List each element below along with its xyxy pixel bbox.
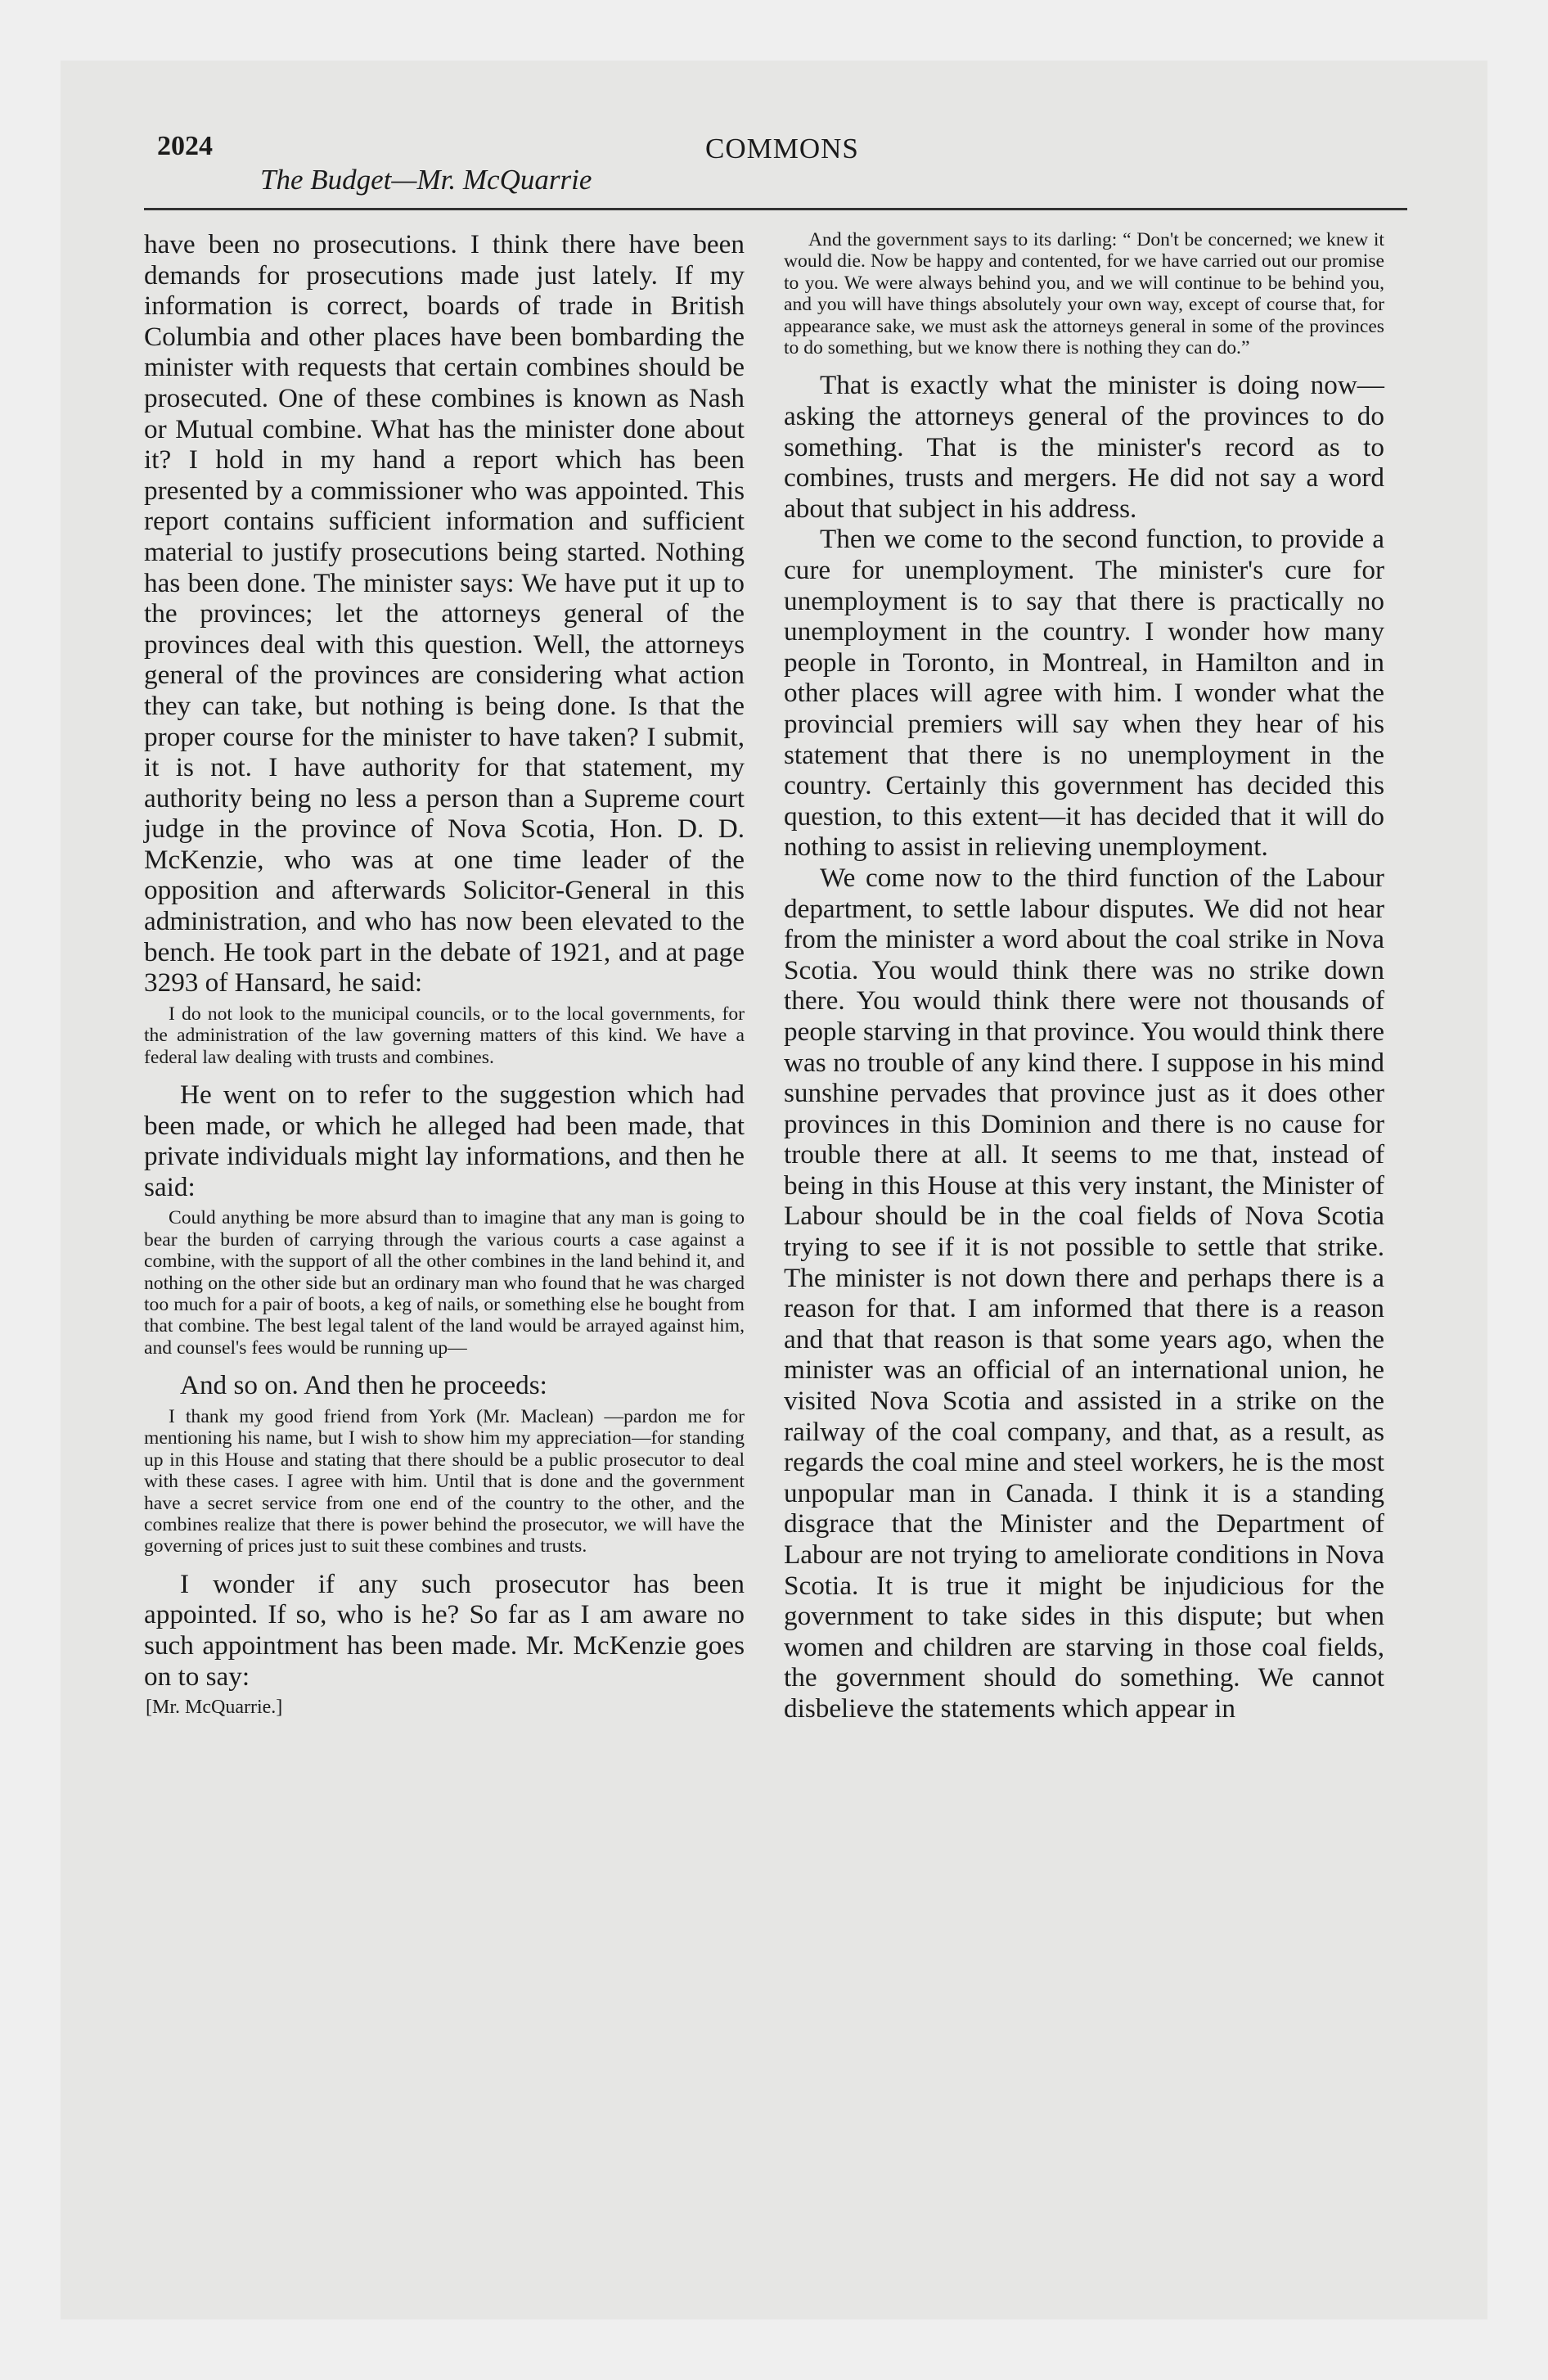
page-header (144, 128, 1407, 210)
paragraph: We come now to the third function of the Labour department, to settle labour disputes. We did not hear from the minister a word about the coal strike in Nova Scotia. You would think there was no strike down there. You would think there were not thousands of people starving in that province. You would think there was no trouble of any kind there. I suppose in his mind sunshine pervades that province just as it does other provinces in this Dominion and there is no cause for trouble there at all. It seems to me that, instead of being in this House at this very instant, the Minister of Labour should be in the coal fields of Nova Scotia trying to see if it is not possible to settle that strike. The minister is not down there and perhaps there is a reason for that. I am informed that there is a reason and that that reason is that some years ago, when the minister was an official of an international union, he visited Nova Scotia and assisted in a strike on the railway of the coal company, and that, as a result, as regards the coal mine and steel workers, he is the most unpopular man in Canada. I think it is a standing disgrace that the Minister and the Department of Labour are not trying to ameliorate conditions in Nova Scotia. It is true it might be injudicious for the government to take sides in this dispute; but when women and children are starving in those coal fields, the government should do something. We cannot disbelieve the statements which appear in (784, 862, 1384, 1724)
section-title: COMMONS (705, 133, 859, 165)
page-number: 2024 (157, 131, 213, 161)
block-quote: And the government says to its darling: “ Don't be concerned; we knew it would die. Now be happy and contented, for we have carried out our promise to you. We were always behind you, and we will continue to be behind you, and you will have things absolutely your own way, except of course that, for appearance sake, we must ask the attorneys general in some of the provinces to do something, but we know there is nothing they can do.” (784, 229, 1384, 359)
paragraph: That is exactly what the minister is doing now—asking the attorneys general of the provinces to do something. That is the minister's record as to combines, trusts and mergers. He did not say a word about that subject in his address. (784, 370, 1384, 524)
block-quote: I thank my good friend from York (Mr. Maclean) —pardon me for mentioning his name, but I wish to show him my appreciation—for standing up in this House and stating that there should be a public prosecutor to deal with these cases. I agree with him. Until that is done and the government have a secret service from one end of the country to the other, and the combines realize that there is power behind the prosecutor, we will have the governing of prices just to suit these combines and trusts. (144, 1405, 745, 1557)
paragraph: Then we come to the second function, to provide a cure for unemployment. The minister's cure for unemployment is to say that there is practically no unemployment in the country. I wonder how many people in Toronto, in Montreal, in Hamilton and in other places will agree with him. I wonder what the provincial premiers will say when they hear of his statement that there is no unemployment in the country. Certainly this government has decided this question, to this extent—it has decided that it will do nothing to assist in relieving unemployment. (784, 524, 1384, 863)
block-quote: Could anything be more absurd than to imagine that any man is going to bear the burden of carrying through the various courts a case against a combine, with the support of all the other combines in the land behind it, and nothing on the other side but an ordinary man who found that he was charged too much for a pair of boots, a keg of nails, or something else he bought from that combine. The best legal talent of the land would be arrayed against him, and counsel's fees would be running up— (144, 1207, 745, 1359)
running-head: The Budget—Mr. McQuarrie (260, 164, 592, 196)
speaker-footer: [Mr. McQuarrie.] (146, 1697, 283, 1719)
paragraph: He went on to refer to the suggestion which had been made, or which he alleged had been made, that private individuals might lay informations, and then he said: (144, 1080, 745, 1202)
paragraph: have been no prosecutions. I think there have been demands for prosecutions made just lately. If my information is correct, boards of trade in British Columbia and other places have been bombarding the minister with requests that certain combines should be prosecuted. One of these combines is known as Nash or Mutual combine. What has the minister done about it? I hold in my hand a report which has been presented by a commissioner who was appointed. This report contains sufficient information and sufficient material to justify prosecutions being started. Nothing has been done. The minister says: We have put it up to the provinces; let the attorneys general of the provinces deal with this question. Well, the attorneys general of the provinces are considering what action they can take, but nothing is being done. Is that the proper course for the minister to have taken? I submit, it is not. I have authority for that statement, my authority being no less a person than a Supreme court judge in the province of Nova Scotia, Hon. D. D. McKenzie, who was at one time leader of the opposition and afterwards Solicitor-General in this administration, and who has now been elevated to the bench. He took part in the debate of 1921, and at page 3293 of Hansard, he said: (144, 229, 745, 998)
right-column (784, 229, 1384, 1724)
left-column (144, 229, 745, 1719)
paragraph: I wonder if any such prosecutor has been appointed. If so, who is he? So far as I am aware no such appointment has been made. Mr. McKenzie goes on to say: (144, 1568, 745, 1692)
block-quote: I do not look to the municipal councils, or to the local governments, for the administration of the law governing matters of this kind. We have a federal law dealing with trusts and combines. (144, 1003, 745, 1068)
paragraph: And so on. And then he proceeds: (180, 1370, 547, 1401)
